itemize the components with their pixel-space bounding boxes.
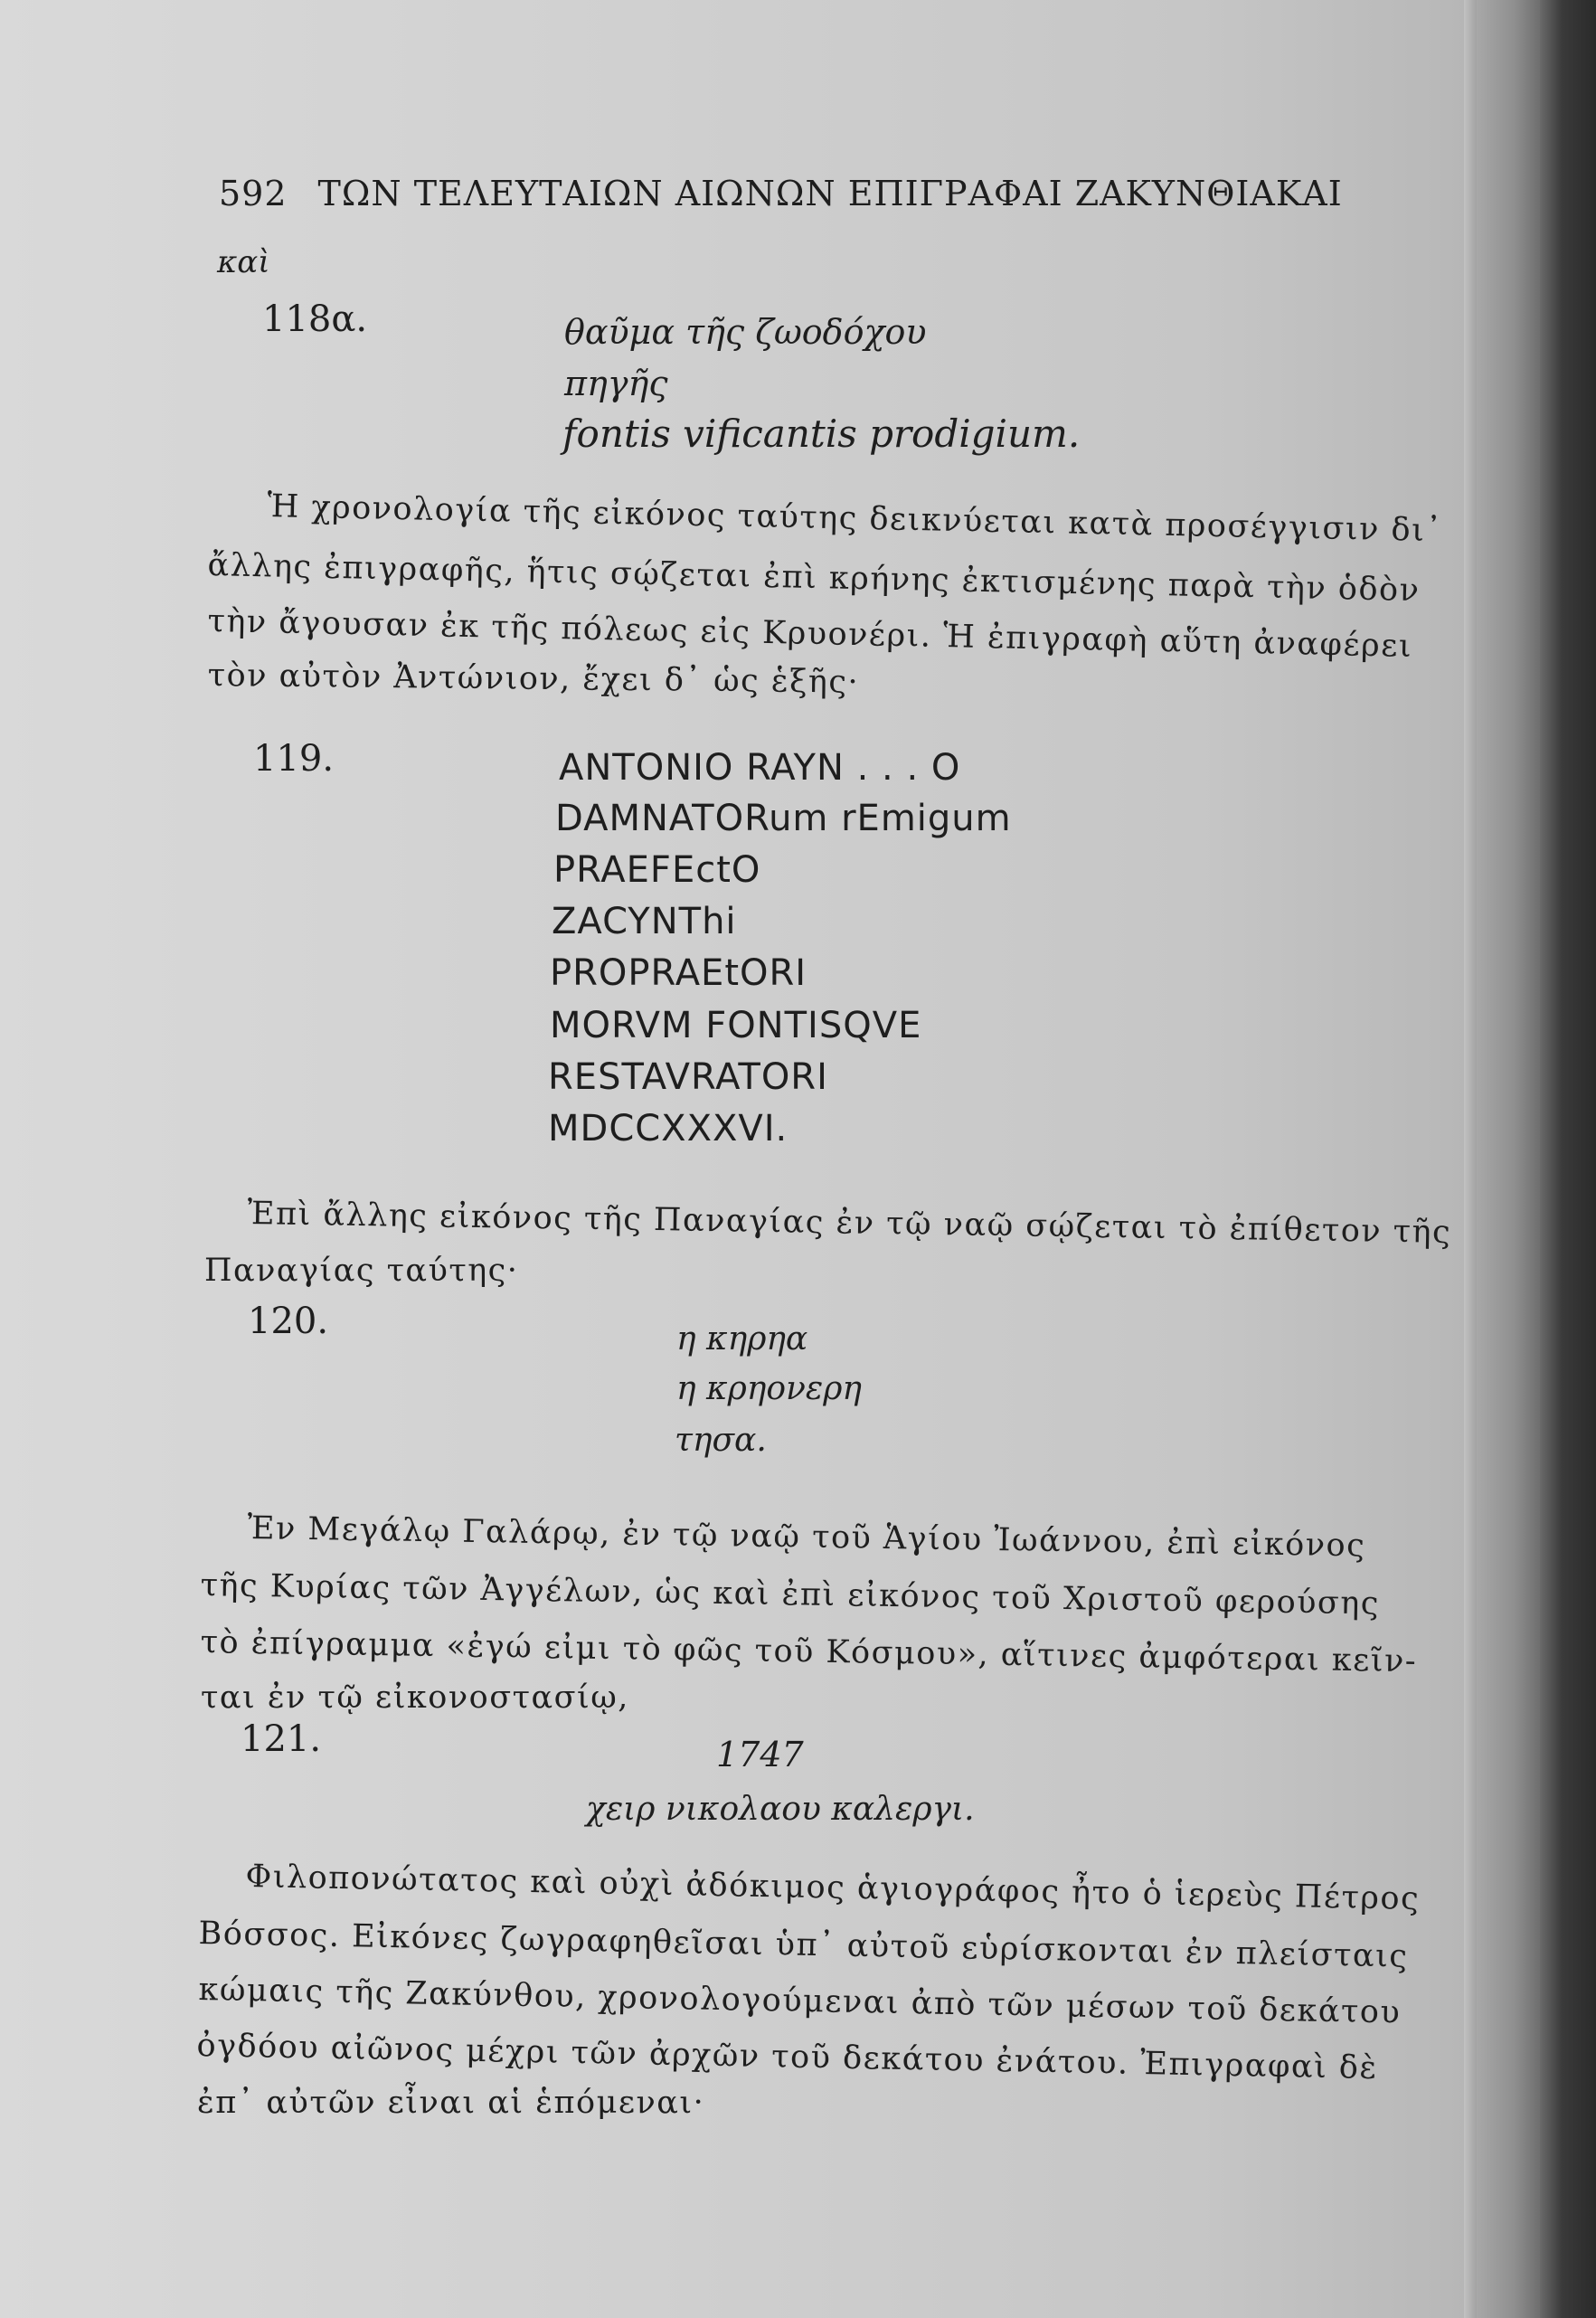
paragraph-2-line-2: Παναγίας ταύτης· xyxy=(204,1253,519,1289)
inscription-number-120: 120. xyxy=(248,1301,329,1342)
inscription-119-line-2: DAMNATORum rEmigum xyxy=(555,798,1012,839)
connector-kai: καὶ xyxy=(217,244,270,280)
inscription-119-line-8: MDCCXXXVI. xyxy=(548,1108,789,1150)
inscription-119-line-1: ANTONIO RAYN . . . O xyxy=(559,747,961,789)
paragraph-3-line-2: τῆς Κυρίας τῶν Ἀγγέλων, ὡς καὶ ἐπὶ εἰκόνος τοῦ Χριστοῦ φερούσης xyxy=(200,1567,1381,1623)
inscription-118a-line-3: fontis vificantis prodigium. xyxy=(562,412,1081,456)
inscription-number-119: 119. xyxy=(253,738,335,780)
paragraph-4-line-1: Φιλοπονώτατος καὶ οὐχὶ ἀδόκιμος ἁγιογράφος ἦτο ὁ ἱερεὺς Πέτρος xyxy=(245,1859,1421,1917)
inscription-number-121: 121. xyxy=(241,1718,322,1760)
book-gutter-edge xyxy=(1464,0,1477,2318)
inscription-118a-line-2: πηγῆς xyxy=(564,364,668,403)
paragraph-3-line-3: τὸ ἐπίγραμμα «ἐγώ εἰμι τὸ φῶς τοῦ Κόσμου», αἵτινες ἀμφότεραι κεῖν- xyxy=(200,1624,1418,1680)
inscription-120-line-2: η κρηονερη xyxy=(676,1370,862,1407)
running-head xyxy=(219,174,1343,213)
inscription-120-line-1: η κηρηα xyxy=(676,1320,808,1358)
paragraph-2-line-1: Ἐπὶ ἄλλης εἰκόνος τῆς Παναγίας ἐν τῷ ναῷ σῴζεται τὸ ἐπίθετον τῆς xyxy=(247,1196,1452,1251)
paragraph-1-line-1: Ἡ χρονολογία τῆς εἰκόνος ταύτης δεικνύεται κατὰ προσέγγισιν δι᾽ xyxy=(267,488,1443,550)
book-gutter-shadow xyxy=(1477,0,1540,2318)
inscription-119-line-3: PRAEFEctO xyxy=(553,849,761,891)
paragraph-1-line-4: τὸν αὐτὸν Ἀντώνιον, ἔχει δ᾽ ὡς ἑξῆς· xyxy=(207,658,860,701)
inscription-118a-line-1: θαῦμα τῆς ζωοδόχου xyxy=(564,312,927,352)
running-title: ΤΩΝ ΤΕΛΕΥΤΑΙΩΝ ΑΙΩΝΩΝ ΕΠΙΓΡΑΦΑΙ ΖΑΚΥΝΘΙΑΚΑΙ xyxy=(317,174,1343,213)
paragraph-1-line-2: ἄλλης ἐπιγραφῆς, ἥτις σῴζεται ἐπὶ κρήνης ἐκτισμένης παρὰ τὴν ὁδὸν xyxy=(207,547,1421,610)
inscription-119-line-5: PROPRAEtORI xyxy=(550,952,807,994)
inscription-121-line-2: χειρ νικολαου καλεργι. xyxy=(586,1791,975,1828)
inscription-119-line-6: MORVM FONTISQVE xyxy=(550,1005,922,1046)
book-binding xyxy=(1540,0,1596,2318)
inscription-number-118a: 118α. xyxy=(262,298,368,340)
paragraph-3-line-1: Ἐν Μεγάλῳ Γαλάρῳ, ἐν τῷ ναῷ τοῦ Ἁγίου Ἰωάννου, ἐπὶ εἰκόνος xyxy=(247,1510,1366,1565)
paragraph-1-line-3: τὴν ἄγουσαν ἐκ τῆς πόλεως εἰς Κρυονέρι. Ἡ ἐπιγραφὴ αὕτη ἀναφέρει xyxy=(207,603,1413,665)
paragraph-4-line-4: ὀγδόου αἰῶνος μέχρι τῶν ἀρχῶν τοῦ δεκάτου ἐνάτου. Ἐπιγραφαὶ δὲ xyxy=(196,2028,1379,2087)
paragraph-3-line-4: ται ἐν τῷ εἰκονοστασίῳ, xyxy=(201,1679,629,1716)
paragraph-4-line-3: κώμαις τῆς Ζακύνθου, χρονολογούμεναι ἀπὸ τῶν μέσων τοῦ δεκάτου xyxy=(198,1972,1402,2031)
paragraph-4-line-5: ἐπ᾽ αὐτῶν εἶναι αἱ ἑπόμεναι· xyxy=(197,2085,705,2121)
page-number: 592 xyxy=(219,174,288,213)
paragraph-4-line-2: Βόσσος. Εἰκόνες ζωγραφηθεῖσαι ὑπ᾽ αὐτοῦ εὑρίσκονται ἐν πλείσταις xyxy=(198,1916,1409,1975)
inscription-119-line-7: RESTAVRATORI xyxy=(548,1056,828,1098)
inscription-119-line-4: ZACYNThi xyxy=(552,901,737,942)
inscription-121-line-1: 1747 xyxy=(716,1735,804,1774)
inscription-120-line-3: τησα. xyxy=(675,1422,767,1459)
